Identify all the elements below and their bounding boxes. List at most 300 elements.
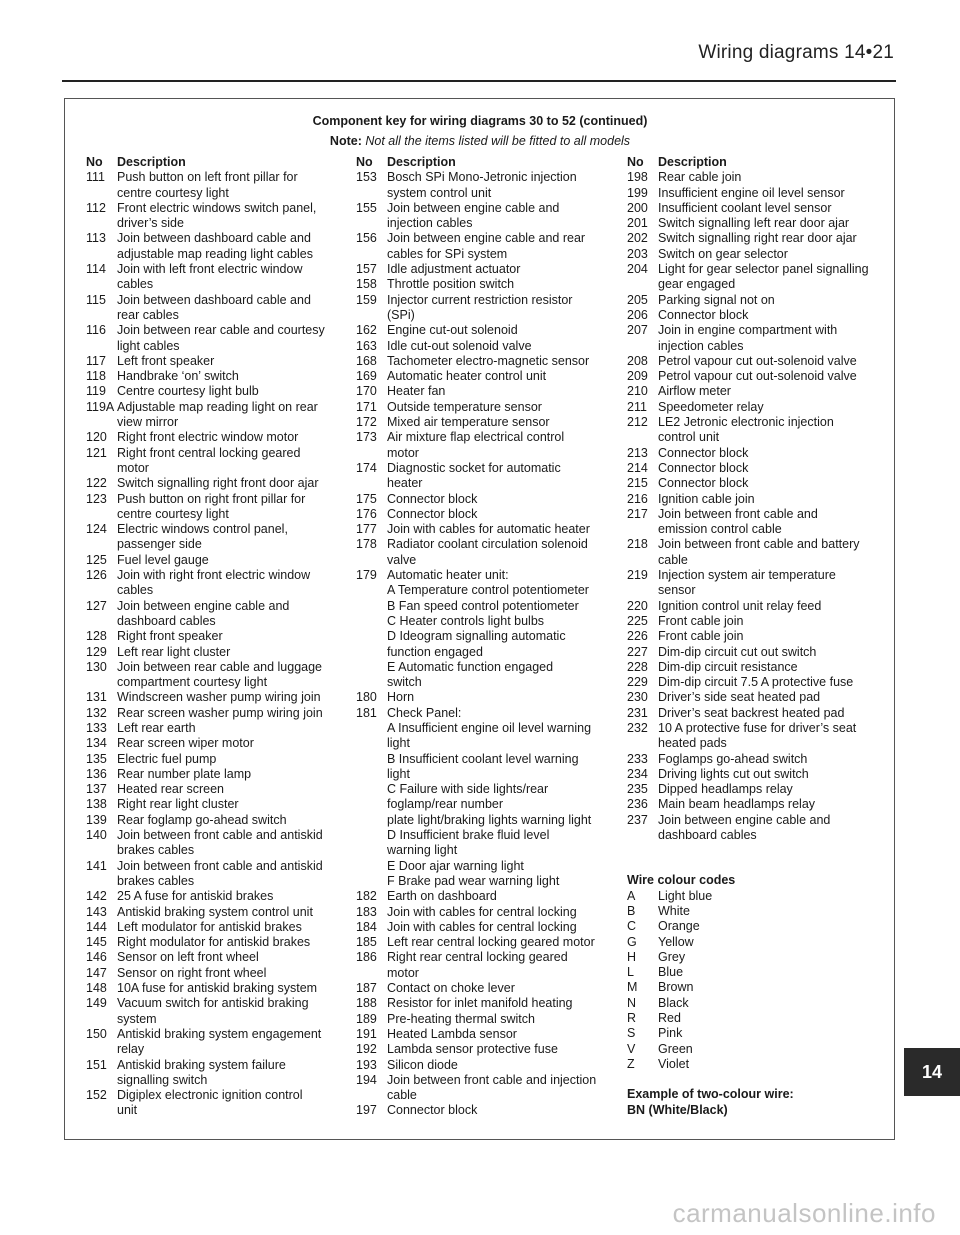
component-row — [86, 966, 344, 981]
component-number: 205 — [627, 292, 648, 307]
component-number: 176 — [356, 506, 377, 521]
component-number: 150 — [86, 1026, 107, 1041]
component-row — [356, 690, 612, 705]
description-line: Electric fuel pump — [117, 751, 217, 766]
component-row — [627, 247, 885, 262]
component-description — [387, 492, 612, 507]
description-line: centre courtesy light — [117, 506, 229, 521]
column-header — [627, 155, 885, 170]
description-line: Join between engine cable and — [117, 598, 290, 613]
description-line: Airflow meter — [658, 384, 731, 399]
component-number: 134 — [86, 736, 107, 751]
key-column-1 — [86, 155, 344, 1119]
component-number: 179 — [356, 568, 377, 583]
component-description — [117, 920, 344, 935]
component-row — [356, 369, 612, 384]
component-number: 139 — [86, 812, 107, 827]
description-line: Join in engine compartment with — [658, 323, 838, 338]
component-description — [117, 996, 344, 1027]
component-number: 121 — [86, 445, 107, 460]
description-line: C Failure with side lights/rear — [387, 782, 549, 797]
description-line: Join between front cable and injection — [387, 1072, 597, 1087]
component-description — [387, 507, 612, 522]
component-row — [627, 262, 885, 293]
description-line: dashboard cables — [658, 828, 757, 843]
column-header-no: No — [627, 155, 644, 169]
component-description — [117, 170, 344, 201]
wire-colour-row — [627, 1057, 885, 1072]
component-row — [356, 262, 612, 277]
description-line: Engine cut-out solenoid — [387, 323, 518, 338]
component-number: 114 — [86, 262, 106, 277]
description-line: Insufficient coolant level sensor — [658, 200, 832, 215]
description-line: signalling switch — [117, 1072, 208, 1087]
component-row — [356, 430, 612, 461]
description-line: Lambda sensor protective fuse — [387, 1042, 558, 1057]
component-number: 169 — [356, 369, 377, 384]
component-description — [117, 797, 344, 812]
component-number: 156 — [356, 231, 377, 246]
description-line: system control unit — [387, 185, 492, 200]
component-description — [387, 323, 612, 338]
component-number: 119 — [86, 384, 106, 399]
component-number: 143 — [86, 904, 107, 919]
component-description — [387, 201, 612, 232]
component-description — [117, 889, 344, 904]
component-number: 140 — [86, 828, 107, 843]
description-line: Handbrake ‘on’ switch — [117, 369, 239, 384]
component-description — [117, 354, 344, 369]
description-line: Push button on right front pillar for — [117, 491, 306, 506]
component-row — [627, 415, 885, 446]
description-line: function engaged — [387, 644, 483, 659]
component-number: 149 — [86, 996, 107, 1011]
description-line: Idle adjustment actuator — [387, 262, 521, 277]
component-row — [86, 1088, 344, 1119]
component-description — [117, 690, 344, 705]
component-row — [627, 201, 885, 216]
description-line: Automatic heater unit: — [387, 568, 509, 583]
component-row — [356, 1103, 612, 1118]
description-line: cable — [387, 1088, 417, 1103]
description-line: Antiskid braking system control unit — [117, 904, 313, 919]
description-line: Join between rear cable and luggage — [117, 659, 323, 674]
component-row — [356, 522, 612, 537]
description-line: Diagnostic socket for automatic — [387, 460, 561, 475]
description-line: view mirror — [117, 415, 179, 430]
wire-colour-name: Violet — [658, 1056, 690, 1071]
component-description — [117, 568, 344, 599]
component-description — [658, 706, 885, 721]
description-line: E Automatic function engaged — [387, 659, 554, 674]
component-row — [356, 905, 612, 920]
description-line: Bosch SPi Mono-Jetronic injection — [387, 170, 577, 185]
component-row — [356, 950, 612, 981]
header-rule — [62, 80, 896, 82]
component-description — [658, 599, 885, 614]
component-row — [86, 568, 344, 599]
description-line: Throttle position switch — [387, 277, 515, 292]
description-line: Front cable join — [658, 613, 744, 628]
component-row — [86, 813, 344, 828]
component-row — [356, 400, 612, 415]
component-number: 202 — [627, 231, 648, 246]
description-line: Main beam headlamps relay — [658, 797, 816, 812]
component-row — [627, 231, 885, 246]
component-row — [627, 446, 885, 461]
description-line: injection cables — [387, 216, 473, 231]
component-number: 182 — [356, 889, 377, 904]
component-description — [117, 935, 344, 950]
component-description — [387, 706, 612, 890]
component-number: 116 — [86, 323, 106, 338]
component-row — [86, 446, 344, 477]
component-number: 119A — [86, 399, 115, 414]
component-row — [356, 568, 612, 690]
component-description — [387, 889, 612, 904]
wire-colour-row — [627, 1026, 885, 1041]
component-row — [627, 782, 885, 797]
component-description — [117, 384, 344, 399]
component-description — [658, 537, 885, 568]
component-row — [86, 553, 344, 568]
component-description — [658, 690, 885, 705]
component-row — [86, 369, 344, 384]
description-line: F Brake pad wear warning light — [387, 873, 560, 888]
component-number: 213 — [627, 445, 648, 460]
component-row — [627, 507, 885, 538]
component-row — [86, 522, 344, 553]
component-number: 136 — [86, 766, 107, 781]
description-line: Connector block — [387, 491, 478, 506]
component-description — [658, 813, 885, 844]
description-line: Horn — [387, 690, 415, 705]
wire-colour-name: Grey — [658, 949, 686, 964]
component-row — [627, 614, 885, 629]
component-number: 200 — [627, 200, 648, 215]
component-description — [658, 247, 885, 262]
component-row — [86, 201, 344, 232]
component-row — [627, 492, 885, 507]
component-number: 203 — [627, 246, 648, 261]
description-line: 10 A protective fuse for driver’s seat — [658, 720, 857, 735]
column-header-description: Description — [117, 155, 186, 169]
component-number: 120 — [86, 430, 107, 445]
component-number: 216 — [627, 491, 648, 506]
wire-colour-code: M — [627, 980, 638, 995]
component-row — [86, 859, 344, 890]
component-description — [387, 231, 612, 262]
component-description — [117, 553, 344, 568]
component-description — [387, 369, 612, 384]
component-description — [117, 476, 344, 491]
description-line: brakes cables — [117, 873, 195, 888]
description-line: Switch signalling right rear door ajar — [658, 231, 857, 246]
component-description — [658, 446, 885, 461]
component-number: 183 — [356, 904, 377, 919]
component-description — [387, 690, 612, 705]
component-number: 171 — [356, 399, 377, 414]
description-line: motor — [117, 460, 149, 475]
component-row — [356, 461, 612, 492]
description-line: Foglamps go-ahead switch — [658, 751, 808, 766]
component-row — [86, 476, 344, 491]
chapter-tab: 14 — [904, 1048, 960, 1096]
component-row — [627, 629, 885, 644]
component-number: 225 — [627, 613, 648, 628]
component-number: 191 — [356, 1026, 377, 1041]
component-description — [658, 782, 885, 797]
description-line: warning light — [387, 843, 458, 858]
component-number: 124 — [86, 522, 107, 537]
description-line: Join between engine cable and — [387, 200, 560, 215]
component-number: 137 — [86, 782, 107, 797]
description-line: B Fan speed control potentiometer — [387, 598, 579, 613]
component-description — [658, 216, 885, 231]
description-line: compartment courtesy light — [117, 675, 268, 690]
wire-colour-row — [627, 965, 885, 980]
description-line: unit — [117, 1103, 138, 1118]
description-line: Injection system air temperature — [658, 568, 836, 583]
description-line: motor — [387, 965, 419, 980]
component-row — [86, 920, 344, 935]
description-line: Connector block — [658, 460, 749, 475]
description-line: Petrol vapour cut out-solenoid valve — [658, 369, 857, 384]
component-description — [387, 1073, 612, 1104]
component-description — [387, 170, 612, 201]
component-description — [117, 752, 344, 767]
component-row — [86, 400, 344, 431]
component-row — [627, 706, 885, 721]
component-row — [86, 1027, 344, 1058]
component-number: 218 — [627, 537, 648, 552]
wire-colour-name: Blue — [658, 965, 684, 980]
wire-colour-row — [627, 996, 885, 1011]
component-description — [117, 262, 344, 293]
component-description — [387, 339, 612, 354]
component-row — [627, 400, 885, 415]
key-column-3 — [627, 155, 885, 1118]
wire-colour-list — [627, 889, 885, 1073]
description-line: Left rear light cluster — [117, 644, 231, 659]
description-line: passenger side — [117, 537, 202, 552]
component-row — [627, 476, 885, 491]
component-number: 170 — [356, 384, 377, 399]
wire-colour-code: R — [627, 1011, 637, 1026]
component-row — [627, 323, 885, 354]
description-line: Heated rear screen — [117, 782, 225, 797]
component-number: 163 — [356, 338, 377, 353]
component-description — [658, 660, 885, 675]
description-line: Join with cables for central locking — [387, 919, 577, 934]
component-number: 130 — [86, 659, 107, 674]
description-line: Earth on dashboard — [387, 889, 497, 904]
component-description — [117, 293, 344, 324]
wire-colour-code: S — [627, 1026, 636, 1041]
example-value: BN (White/Black) — [627, 1102, 728, 1117]
description-line: Join between engine cable and — [658, 812, 831, 827]
component-description — [117, 645, 344, 660]
component-number: 159 — [356, 292, 377, 307]
component-row — [627, 170, 885, 185]
wire-colour-row — [627, 950, 885, 965]
note-text: Not all the items listed will be fitted to all models — [365, 134, 631, 148]
wire-colour-name: Light blue — [658, 888, 713, 903]
description-line: Automatic heater control unit — [387, 369, 547, 384]
note-label: Note: — [329, 134, 362, 148]
description-line: light — [387, 766, 410, 781]
description-line: Join with right front electric window — [117, 568, 311, 583]
component-number: 193 — [356, 1057, 377, 1072]
component-description — [117, 369, 344, 384]
component-description — [658, 568, 885, 599]
component-row — [627, 752, 885, 767]
description-line: Dipped headlamps relay — [658, 782, 793, 797]
component-description — [387, 950, 612, 981]
description-line: brakes cables — [117, 843, 195, 858]
component-number: 189 — [356, 1011, 377, 1026]
component-number: 192 — [356, 1042, 377, 1057]
component-number: 186 — [356, 950, 377, 965]
component-number: 206 — [627, 307, 648, 322]
description-line: Fuel level gauge — [117, 552, 209, 567]
wire-colour-name: Red — [658, 1011, 681, 1026]
wire-colour-row — [627, 904, 885, 919]
description-line: A Temperature control potentiometer — [387, 583, 589, 598]
key-title: Component key for wiring diagrams 30 to 52 (continued) — [312, 114, 648, 128]
component-row — [356, 1012, 612, 1027]
description-line: system — [117, 1011, 157, 1026]
component-row — [86, 905, 344, 920]
component-row — [356, 996, 612, 1011]
component-description — [387, 415, 612, 430]
component-number: 112 — [86, 200, 106, 215]
component-row — [356, 170, 612, 201]
wire-colour-name: White — [658, 903, 690, 918]
wire-colour-heading: Wire colour codes — [627, 873, 736, 888]
component-number: 178 — [356, 537, 377, 552]
description-line: C Heater controls light bulbs — [387, 613, 545, 628]
wire-colour-name: Orange — [658, 919, 700, 934]
description-line: Join with left front electric window — [117, 262, 303, 277]
component-row — [356, 935, 612, 950]
component-row — [86, 1058, 344, 1089]
component-description — [117, 231, 344, 262]
component-row — [356, 277, 612, 292]
component-row — [627, 537, 885, 568]
description-line: Antiskid braking system engagement — [117, 1026, 322, 1041]
component-description — [658, 752, 885, 767]
description-line: Silicon diode — [387, 1057, 458, 1072]
description-line: Driver’s seat backrest heated pad — [658, 705, 845, 720]
component-number: 123 — [86, 491, 107, 506]
component-row — [356, 981, 612, 996]
component-number: 229 — [627, 675, 648, 690]
description-line: E Door ajar warning light — [387, 858, 524, 873]
component-row — [627, 690, 885, 705]
component-description — [387, 568, 612, 690]
description-line: 25 A fuse for antiskid brakes — [117, 889, 274, 904]
example-label: Example of two-colour wire: — [627, 1087, 794, 1102]
component-number: 132 — [86, 705, 107, 720]
component-number: 111 — [86, 170, 106, 185]
description-line: foglamp/rear number — [387, 797, 504, 812]
component-row — [86, 384, 344, 399]
component-description — [117, 767, 344, 782]
component-description — [658, 675, 885, 690]
description-line: Parking signal not on — [658, 292, 775, 307]
component-description — [117, 522, 344, 553]
component-description — [387, 537, 612, 568]
description-line: driver’s side — [117, 216, 184, 231]
description-line: control unit — [658, 430, 720, 445]
description-line: relay — [117, 1042, 145, 1057]
description-line: cables — [117, 583, 154, 598]
component-number: 115 — [86, 292, 106, 307]
component-row — [86, 752, 344, 767]
component-row — [356, 706, 612, 890]
key-note — [0, 134, 960, 148]
description-line: Right front electric window motor — [117, 430, 299, 445]
description-line: Sensor on left front wheel — [117, 950, 259, 965]
description-line: sensor — [658, 583, 696, 598]
component-row — [86, 889, 344, 904]
component-row — [86, 996, 344, 1027]
description-line: Right front central locking geared — [117, 445, 301, 460]
component-row — [86, 721, 344, 736]
component-description — [117, 905, 344, 920]
component-description — [117, 400, 344, 431]
description-line: Join between dashboard cable and — [117, 231, 311, 246]
component-number: 172 — [356, 415, 377, 430]
component-list-1 — [86, 170, 344, 1118]
component-number: 177 — [356, 522, 377, 537]
description-line: dashboard cables — [117, 613, 216, 628]
component-row — [86, 430, 344, 445]
component-list-2 — [356, 170, 612, 1118]
component-number: 201 — [627, 216, 648, 231]
description-line: Ignition control unit relay feed — [658, 598, 822, 613]
component-description — [387, 384, 612, 399]
component-description — [658, 308, 885, 323]
description-line: Left rear earth — [117, 720, 196, 735]
component-description — [117, 966, 344, 981]
component-number: 217 — [627, 506, 648, 521]
description-line: adjustable map reading light cables — [117, 246, 313, 261]
description-line: Resistor for inlet manifold heating — [387, 996, 573, 1011]
component-row — [86, 950, 344, 965]
component-description — [117, 828, 344, 859]
component-number: 157 — [356, 262, 377, 277]
component-row — [356, 201, 612, 232]
column-header-description: Description — [658, 155, 727, 169]
component-description — [658, 629, 885, 644]
description-line: Air mixture flap electrical control — [387, 430, 565, 445]
component-description — [658, 400, 885, 415]
description-line: Connector block — [387, 1103, 478, 1118]
component-description — [117, 629, 344, 644]
component-number: 174 — [356, 460, 377, 475]
component-number: 230 — [627, 690, 648, 705]
component-number: 141 — [86, 858, 107, 873]
description-line: Centre courtesy light bulb — [117, 384, 259, 399]
description-line: Dim-dip circuit cut out switch — [658, 644, 817, 659]
description-line: D Ideogram signalling automatic — [387, 629, 566, 644]
component-number: 234 — [627, 766, 648, 781]
wire-colour-code: L — [627, 965, 634, 980]
component-description — [387, 277, 612, 292]
description-line: Antiskid braking system failure — [117, 1057, 286, 1072]
